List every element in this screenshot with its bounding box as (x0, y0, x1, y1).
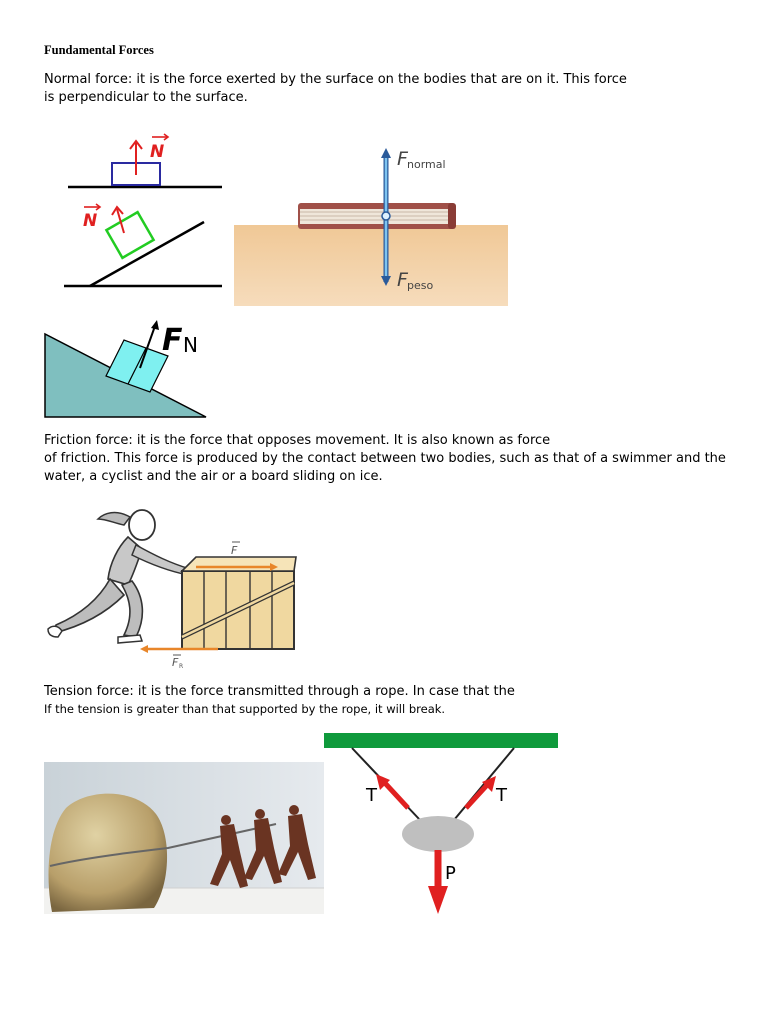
friction-force-paragraph (44, 432, 726, 486)
normal-force-paragraph (44, 71, 627, 107)
f-friction-label: F (172, 656, 179, 669)
friction-line-1: Friction force: it is the force that opposes movement. It is also known as force (44, 433, 551, 448)
person-front-leg (122, 581, 142, 637)
right-t-label: T (496, 785, 507, 806)
tension-force-paragraph (44, 683, 515, 717)
f-normal-label: F (397, 148, 408, 170)
hanging-mass (402, 816, 474, 852)
tension-line-2: If the tension is greater than that supported by the rope, it will break. (44, 702, 446, 716)
normal-force-blocks-figure (44, 125, 232, 301)
table-surface (234, 225, 508, 306)
fn-subscript: N (183, 333, 198, 357)
f-peso-label: F (397, 269, 408, 291)
page-title: Fundamental Forces (44, 43, 154, 57)
tension-diagram-figure (324, 730, 560, 920)
pushing-crate-figure (44, 497, 298, 673)
incline-n-label: N (83, 211, 98, 231)
f-applied-label: F (231, 544, 238, 557)
left-t-label: T (366, 785, 377, 806)
person-back-leg (54, 579, 124, 633)
normal-line-2: is perpendicular to the surface. (44, 90, 248, 105)
friction-line-2: of friction. This force is produced by the contact between two bodies, such as that of a swimmer and the (44, 451, 726, 466)
f-normal-subscript: normal (407, 158, 446, 171)
normal-arrow-head (381, 148, 391, 158)
incline-block (106, 212, 153, 258)
right-tension-arrow (466, 784, 488, 808)
rope-pulling-photo (44, 762, 324, 914)
left-tension-arrow (384, 782, 408, 808)
person-head (129, 510, 155, 540)
stone (49, 794, 168, 912)
tension-line-1: Tension force: it is the force transmitted through a rope. In case that the (44, 684, 515, 699)
normal-line-1: Normal force: it is the force exerted by the surface on the bodies that are on it. This force (44, 72, 627, 87)
friction-line-3: water, a cyclist and the air or a board sliding on ice. (44, 469, 383, 484)
f-friction-subscript: R (179, 663, 184, 670)
flat-n-label: N (150, 142, 165, 162)
person-torso (108, 537, 142, 585)
p-label: P (445, 863, 456, 884)
book-on-table-figure (234, 140, 508, 306)
incline-fn-figure (44, 320, 210, 420)
f-peso-subscript: peso (407, 279, 434, 292)
support-bar (324, 733, 558, 748)
fn-label: F (162, 323, 183, 358)
